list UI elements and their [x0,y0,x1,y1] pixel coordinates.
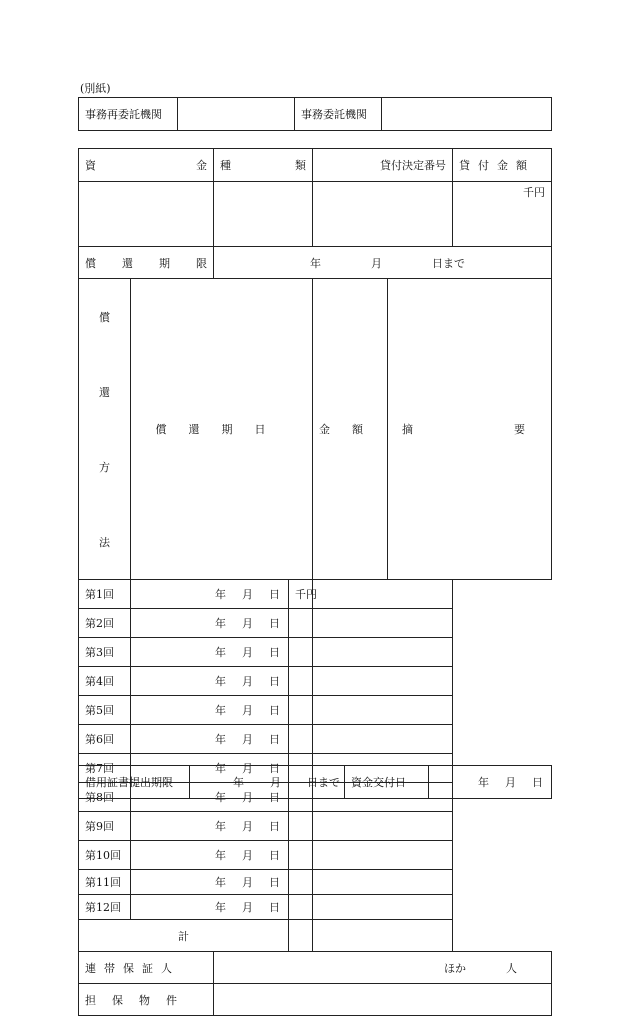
repayment-method-char-4: 法 [99,535,110,549]
total-amount-field[interactable] [289,920,313,952]
installment-note-field[interactable] [313,696,453,725]
repayment-row [79,638,552,667]
repayment-method-char-2: 還 [99,385,110,399]
deadline-month: 月 [371,256,382,270]
attachment-note: (別紙) [80,82,111,95]
repayment-row [79,812,552,841]
installment-month: 月 [242,876,253,889]
type-header-char-2: 類 [295,159,306,172]
deadline-field[interactable] [214,247,552,279]
re-consign-agency-label: 事務再委託機関 [79,98,178,131]
repayment-date-header: 償還期日 [131,279,313,580]
loan-table [78,148,552,1016]
repayment-method-label [79,279,131,580]
installment-note-field[interactable] [313,841,453,870]
installment-date-field[interactable] [131,725,289,754]
installment-year: 年 [215,762,226,775]
guarantor-field[interactable] [214,952,552,984]
installment-amount-field[interactable] [289,696,313,725]
consign-agency-field[interactable] [382,98,552,131]
installment-day: 日 [269,588,280,601]
fund-day: 日 [532,776,543,789]
installment-amount-field[interactable] [289,609,313,638]
installment-date-field[interactable] [131,696,289,725]
certificate-deadline-label: 借用証書提出期限 [79,766,190,799]
total-note-field[interactable] [313,920,453,952]
installment-year: 年 [215,820,226,833]
installment-note-field[interactable] [313,895,453,920]
installment-day: 日 [269,762,280,775]
guarantor-others: ほか [444,961,466,975]
installment-date-field[interactable] [131,580,289,609]
guarantor-count-unit: 人 [506,961,517,975]
installment-day: 日 [269,646,280,659]
installment-date-field[interactable] [131,870,289,895]
repayment-amount-unit: 千円 [295,588,317,601]
installment-label: 第9回 [79,812,131,841]
repayment-row [79,841,552,870]
installment-month: 月 [242,791,253,804]
agency-table [78,97,552,131]
installment-day: 日 [269,791,280,804]
installment-year: 年 [215,646,226,659]
installment-date-field[interactable] [131,841,289,870]
installment-month: 月 [242,849,253,862]
installment-amount-field[interactable] [289,841,313,870]
installment-month: 月 [242,762,253,775]
installment-month: 月 [242,901,253,914]
installment-label: 第3回 [79,638,131,667]
installment-label: 第6回 [79,725,131,754]
re-consign-agency-field[interactable] [178,98,295,131]
installment-label: 第2回 [79,609,131,638]
repayment-row [79,667,552,696]
collateral-field[interactable] [214,984,552,1016]
installment-date-field[interactable] [131,609,289,638]
installment-label: 第10回 [79,841,131,870]
installment-label: 第8回 [79,783,131,812]
fund-delivery-field[interactable] [429,766,552,799]
installment-amount-field[interactable] [289,725,313,754]
installment-label: 第4回 [79,667,131,696]
installment-year: 年 [215,901,226,914]
installment-amount-field[interactable] [289,580,317,609]
cert-month: 月 [270,776,281,789]
fund-header [79,149,214,182]
footer-table [78,765,552,799]
installment-month: 月 [242,588,253,601]
amount-header: 金額 [313,279,388,580]
certificate-deadline-field[interactable] [190,766,345,799]
installment-date-field[interactable] [131,667,289,696]
installment-year: 年 [215,733,226,746]
cert-day-until: 日まで [307,776,340,789]
installment-note-field[interactable] [313,580,453,609]
repayment-row [79,580,552,609]
cert-year: 年 [233,776,244,789]
guarantor-label: 連帯保証人 [79,952,214,984]
installment-year: 年 [215,791,226,804]
installment-amount-field[interactable] [289,812,313,841]
deadline-label: 償還期限 [79,247,214,279]
deadline-year: 年 [310,256,321,270]
type-header [214,149,313,182]
fund-header-char-2: 金 [196,159,207,172]
installment-year: 年 [215,704,226,717]
installment-day: 日 [269,849,280,862]
installment-day: 日 [269,704,280,717]
repayment-row [79,725,552,754]
repayment-method-char-1: 償 [99,310,110,324]
installment-year: 年 [215,675,226,688]
installment-month: 月 [242,704,253,717]
installment-month: 月 [242,646,253,659]
installment-month: 月 [242,675,253,688]
installment-day: 日 [269,901,280,914]
consign-agency-label: 事務委託機関 [295,98,382,131]
fund-month: 月 [505,776,516,789]
repayment-row [79,609,552,638]
installment-year: 年 [215,849,226,862]
loan-amount-header: 貸付金額 [453,149,552,182]
installment-note-field[interactable] [313,667,453,696]
installment-month: 月 [242,617,253,630]
type-header-char-1: 種 [220,159,231,172]
installment-amount-field[interactable] [289,870,313,895]
installment-year: 年 [215,876,226,889]
installment-amount-field[interactable] [289,895,313,920]
installment-label: 第1回 [79,580,131,609]
installment-amount-field[interactable] [289,667,313,696]
fund-delivery-label: 資金交付日 [345,766,429,799]
installment-label: 第5回 [79,696,131,725]
installment-label: 第12回 [79,895,131,920]
installment-year: 年 [215,588,226,601]
repayment-row [79,895,552,920]
installment-day: 日 [269,820,280,833]
installment-date-field[interactable] [131,812,289,841]
installment-amount-field[interactable] [289,638,313,667]
repayment-row [79,696,552,725]
installment-day: 日 [269,876,280,889]
collateral-label: 担保物件 [79,984,214,1016]
type-field[interactable] [214,182,313,247]
installment-label: 第7回 [79,754,131,783]
loan-amount-field[interactable] [453,182,552,247]
installment-date-field[interactable] [131,895,289,920]
fund-header-char-1: 資 [85,159,96,172]
installment-label: 第11回 [79,870,131,895]
installment-note-field[interactable] [313,812,453,841]
installment-day: 日 [269,733,280,746]
note-header [388,279,552,580]
loan-number-field[interactable] [313,182,453,247]
installment-note-field[interactable] [313,609,453,638]
installment-day: 日 [269,617,280,630]
note-header-char-1: 摘 [402,423,413,436]
installment-note-field[interactable] [313,870,453,895]
repayment-method-char-3: 方 [99,460,110,474]
fund-year: 年 [478,776,489,789]
installment-date-field[interactable] [131,638,289,667]
note-header-char-2: 要 [514,423,525,436]
installment-year: 年 [215,617,226,630]
fund-field[interactable] [79,182,214,247]
installment-month: 月 [242,733,253,746]
installment-day: 日 [269,675,280,688]
installment-month: 月 [242,820,253,833]
installment-note-field[interactable] [313,638,453,667]
deadline-day-until: 日まで [432,256,465,270]
loan-number-header: 貸付決定番号 [313,149,453,182]
loan-amount-unit: 千円 [523,186,545,199]
repayment-row [79,870,552,895]
installment-note-field[interactable] [313,725,453,754]
total-label: 計 [79,920,289,952]
